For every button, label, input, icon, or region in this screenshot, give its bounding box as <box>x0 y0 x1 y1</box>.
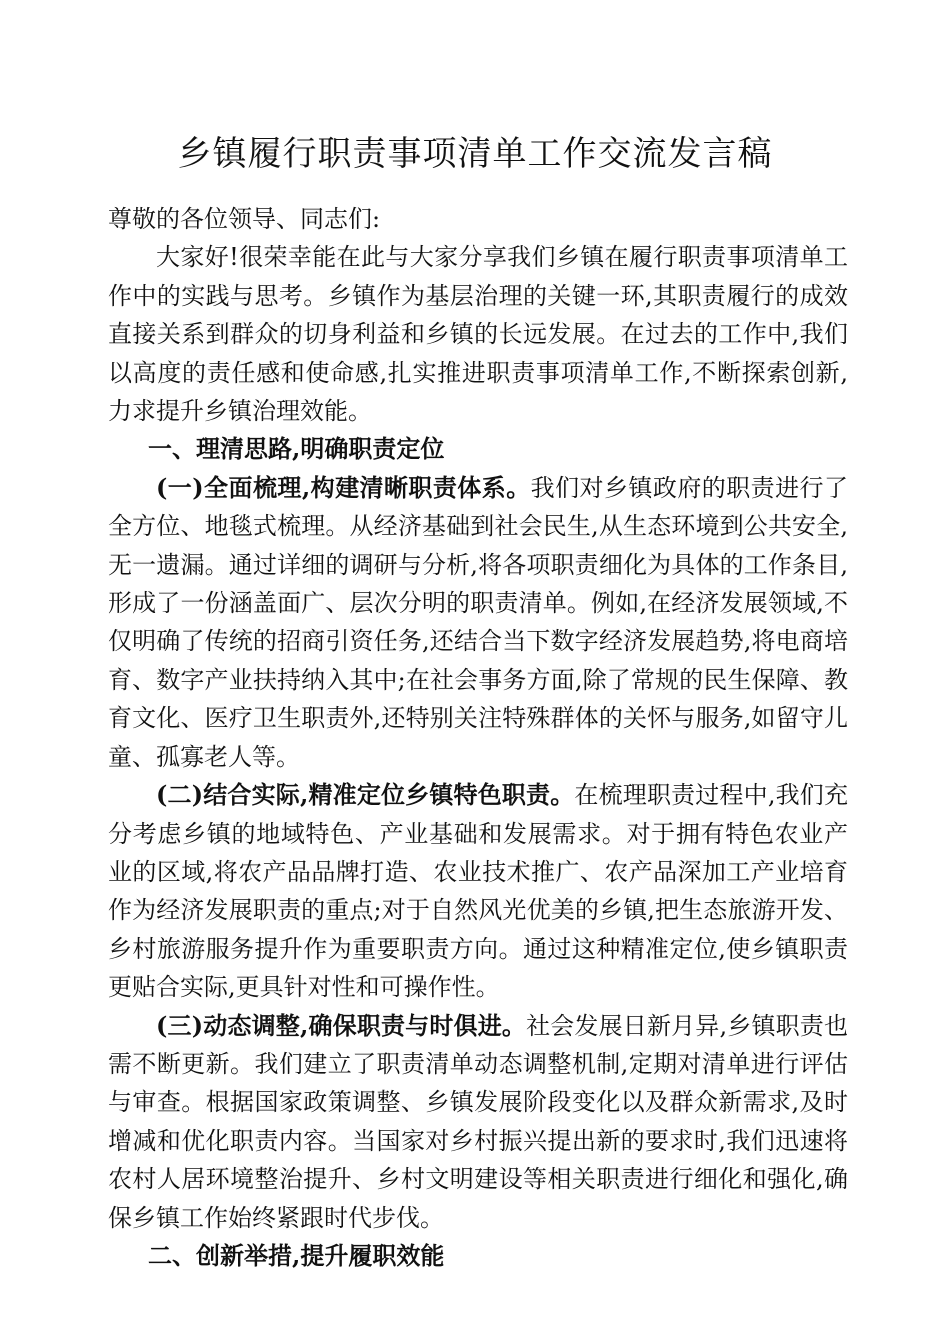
salutation: 尊敬的各位领导、同志们: <box>108 205 381 233</box>
section-1-item-2-text: 在梳理职责过程中,我们充分考虑乡镇的地域特色、产业基础和发展需求。对于拥有特色农业产业的区域,将农产品品牌打造、农业技术推广、农产品深加工产业培育作为经济发展职责的重点;对于自然风光优美的乡镇,把生态旅游开发、乡村旅游服务提升作为重要职责方向。通过这种精准定位,使乡镇职责更贴合实际,更具针对性和可操作性。 <box>108 781 848 1002</box>
section-1-item-3-lead: (三)动态调整,确保职责与时俱进。 <box>156 1010 527 1040</box>
section-1-item-2 <box>108 776 848 1006</box>
section-1-heading: 一、理清思路,明确职责定位 <box>148 434 445 464</box>
section-1-item-1-lead: (一)全面梳理,构建清晰职责体系。 <box>156 472 531 502</box>
section-1-item-3-text: 社会发展日新月异,乡镇职责也需不断更新。我们建立了职责清单动态调整机制,定期对清单进行评估与审查。根据国家政策调整、乡镇发展阶段变化以及群众新需求,及时增减和优化职责内容。当国家对乡村振兴提出新的要求时,我们迅速将农村人居环境整治提升、乡村文明建设等相关职责进行细化和强化,确保乡镇工作始终紧跟时代步伐。 <box>108 1011 848 1232</box>
section-2-heading: 二、创新举措,提升履职效能 <box>148 1240 445 1270</box>
section-1-item-3 <box>108 1007 848 1237</box>
section-1-item-2-lead: (二)结合实际,精准定位乡镇特色职责。 <box>156 780 575 810</box>
intro-paragraph: 大家好!很荣幸能在此与大家分享我们乡镇在履行职责事项清单工作中的实践与思考。乡镇作为基层治理的关键一环,其职责履行的成效直接关系到群众的切身利益和乡镇的长远发展。在过去的工作中,我们以高度的责任感和使命感,扎实推进职责事项清单工作,不断探索创新,力求提升乡镇治理效能。 <box>108 243 848 426</box>
section-1-item-1 <box>108 469 848 776</box>
section-1-item-1-text: 我们对乡镇政府的职责进行了全方位、地毯式梳理。从经济基础到社会民生,从生态环境到公共安全,无一遗漏。通过详细的调研与分析,将各项职责细化为具体的工作条目,形成了一份涵盖面广、层次分明的职责清单。例如,在经济发展领域,不仅明确了传统的招商引资任务,还结合当下数字经济发展趋势,将电商培育、数字产业扶持纳入其中;在社会事务方面,除了常规的民生保障、教育文化、医疗卫生职责外,还特别关注特殊群体的关怀与服务,如留守儿童、孤寡老人等。 <box>108 473 848 771</box>
document-body <box>108 200 848 1275</box>
document-title: 乡镇履行职责事项清单工作交流发言稿 <box>177 134 773 174</box>
